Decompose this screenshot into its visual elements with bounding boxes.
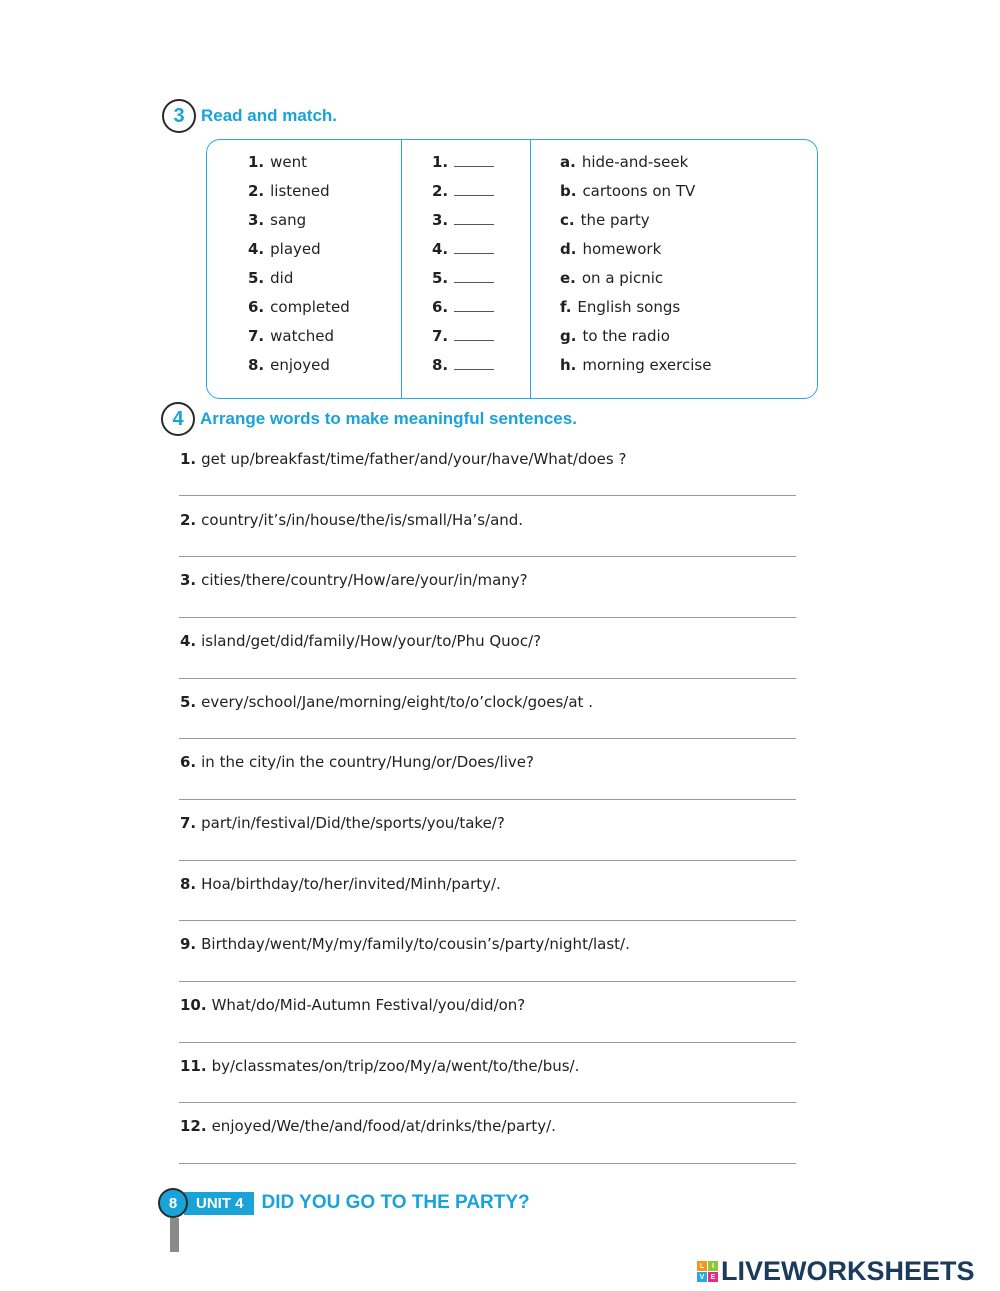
logo-tiles-icon: L I V E bbox=[697, 1261, 718, 1282]
verb-item: 1. went bbox=[248, 153, 308, 171]
answer-slot[interactable]: 5. bbox=[432, 268, 494, 297]
verb-item: 4. played bbox=[248, 240, 321, 258]
sentence-prompt: 2. country/it’s/in/house/the/is/small/Ha’s/and. bbox=[180, 511, 524, 529]
verb-item: 7. watched bbox=[248, 327, 334, 345]
sentence-prompt: 9. Birthday/went/My/my/family/to/cousin’s/party/night/last/. bbox=[180, 935, 630, 953]
section-title: Read and match. bbox=[201, 106, 338, 125]
section-4-heading bbox=[161, 402, 577, 436]
section-number-badge: 4 bbox=[161, 402, 195, 436]
unit-banner bbox=[158, 1188, 530, 1218]
answer-line[interactable] bbox=[179, 860, 796, 861]
sentence-prompt: 6. in the city/in the country/Hung/or/Does/live? bbox=[180, 753, 534, 771]
answer-slot[interactable]: 3. bbox=[432, 210, 494, 239]
verb-item: 6. completed bbox=[248, 298, 350, 316]
answer-slot[interactable]: 2. bbox=[432, 181, 494, 210]
sentence-prompt: 12. enjoyed/We/the/and/food/at/drinks/the/party/. bbox=[180, 1117, 556, 1135]
phrase-item: e. on a picnic bbox=[560, 269, 664, 287]
answer-line[interactable] bbox=[179, 1042, 796, 1043]
answer-blank[interactable] bbox=[454, 297, 494, 312]
answer-blank[interactable] bbox=[454, 239, 494, 254]
phrase-item: f. English songs bbox=[560, 298, 681, 316]
answer-blank[interactable] bbox=[454, 268, 494, 283]
column-divider bbox=[401, 140, 402, 398]
sentence-prompt: 3. cities/there/country/How/are/your/in/many? bbox=[180, 571, 528, 589]
answer-line[interactable] bbox=[179, 738, 796, 739]
matching-table bbox=[206, 139, 818, 399]
phrase-item: c. the party bbox=[560, 211, 650, 229]
answer-line[interactable] bbox=[179, 981, 796, 982]
phrase-item: b. cartoons on TV bbox=[560, 182, 696, 200]
answer-line[interactable] bbox=[179, 617, 796, 618]
answer-line[interactable] bbox=[179, 1163, 796, 1164]
phrase-item: g. to the radio bbox=[560, 327, 670, 345]
phrase-column bbox=[560, 152, 711, 384]
logo-text: LIVEWORKSHEETS bbox=[721, 1256, 975, 1286]
section-number-badge: 3 bbox=[162, 99, 196, 133]
section-title: Arrange words to make meaningful sentences. bbox=[200, 409, 577, 428]
answer-blank[interactable] bbox=[454, 210, 494, 225]
verb-item: 8. enjoyed bbox=[248, 356, 330, 374]
answer-line[interactable] bbox=[179, 678, 796, 679]
answer-blank[interactable] bbox=[454, 355, 494, 370]
verb-column bbox=[248, 152, 350, 384]
section-3-heading bbox=[162, 99, 337, 133]
liveworksheets-logo bbox=[697, 1256, 975, 1287]
verb-item: 2. listened bbox=[248, 182, 330, 200]
answer-blank[interactable] bbox=[454, 152, 494, 167]
unit-label: UNIT 4 bbox=[184, 1192, 254, 1215]
sentence-prompt: 8. Hoa/birthday/to/her/invited/Minh/party/. bbox=[180, 875, 501, 893]
sentence-prompt: 1. get up/breakfast/time/father/and/your/have/What/does ? bbox=[180, 450, 627, 468]
answer-blank[interactable] bbox=[454, 181, 494, 196]
verb-item: 5. did bbox=[248, 269, 294, 287]
answer-line[interactable] bbox=[179, 799, 796, 800]
sentence-prompt: 5. every/school/Jane/morning/eight/to/o’clock/goes/at . bbox=[180, 693, 593, 711]
answer-column bbox=[432, 152, 494, 384]
sentence-prompt: 4. island/get/did/family/How/your/to/Phu Quoc/? bbox=[180, 632, 542, 650]
phrase-item: h. morning exercise bbox=[560, 356, 712, 374]
phrase-item: a. hide-and-seek bbox=[560, 153, 689, 171]
phrase-item: d. homework bbox=[560, 240, 662, 258]
unit-title: DID YOU GO TO THE PARTY? bbox=[261, 1192, 530, 1213]
answer-line[interactable] bbox=[179, 1102, 796, 1103]
answer-line[interactable] bbox=[179, 495, 796, 496]
answer-slot[interactable]: 8. bbox=[432, 355, 494, 384]
answer-slot[interactable]: 6. bbox=[432, 297, 494, 326]
page-number: 8 bbox=[158, 1188, 188, 1218]
answer-slot[interactable]: 1. bbox=[432, 152, 494, 181]
verb-item: 3. sang bbox=[248, 211, 307, 229]
answer-line[interactable] bbox=[179, 920, 796, 921]
answer-slot[interactable]: 7. bbox=[432, 326, 494, 355]
answer-blank[interactable] bbox=[454, 326, 494, 341]
answer-slot[interactable]: 4. bbox=[432, 239, 494, 268]
sentence-prompt: 7. part/in/festival/Did/the/sports/you/take/? bbox=[180, 814, 505, 832]
answer-line[interactable] bbox=[179, 556, 796, 557]
sentence-prompt: 10. What/do/Mid-Autumn Festival/you/did/on? bbox=[180, 996, 526, 1014]
sentence-prompt: 11. by/classmates/on/trip/zoo/My/a/went/to/the/bus/. bbox=[180, 1057, 580, 1075]
column-divider bbox=[530, 140, 531, 398]
page-edge-bar bbox=[170, 1218, 179, 1252]
